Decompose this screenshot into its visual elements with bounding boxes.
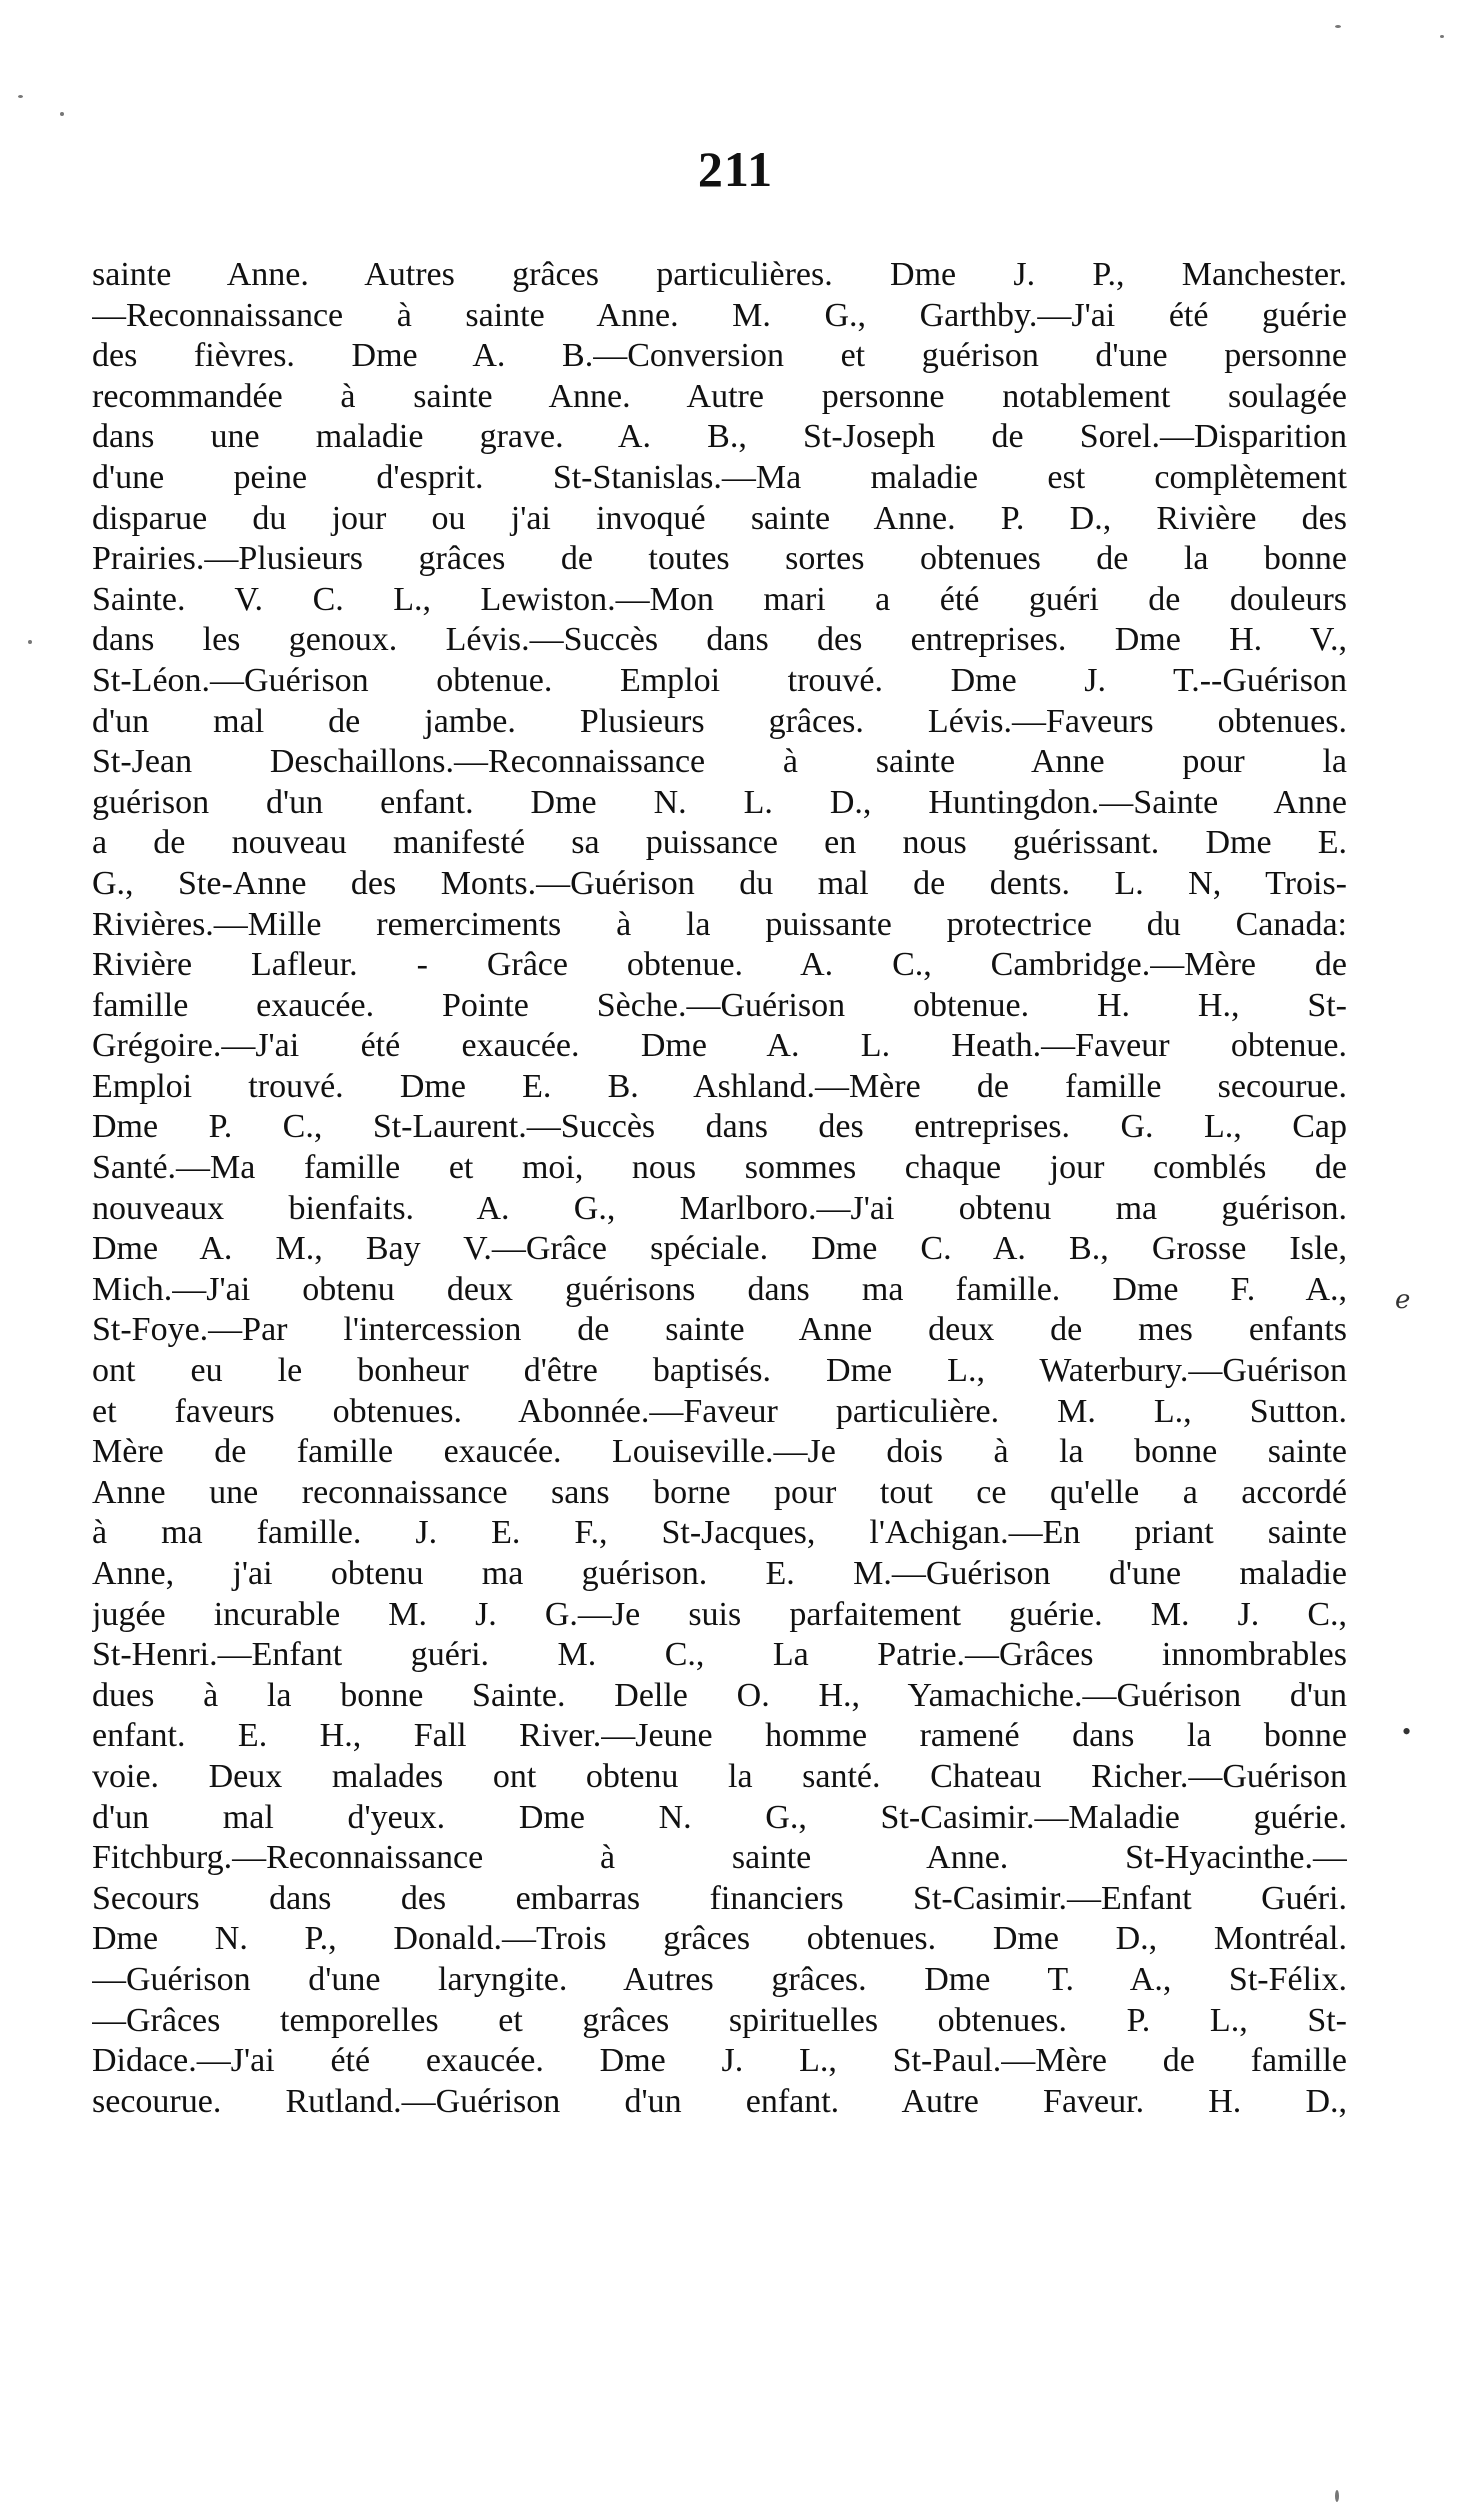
paper-speck (60, 112, 64, 116)
text-line: dans une maladie grave. A. B., St-Joseph de Sorel.—Disparition (92, 418, 1347, 456)
margin-mark: ℯ (1395, 1285, 1411, 1314)
paper-speck (28, 640, 32, 644)
text-line: secourue. Rutland.—Guérison d'un enfant. Autre Faveur. H. D., (92, 2082, 1347, 2120)
text-line: —Guérison d'une laryngite. Autres grâces. Dme T. A., St-Félix. (92, 1960, 1347, 1998)
text-line: jugée incurable M. J. G.—Je suis parfaitement guérie. M. J. C., (92, 1595, 1347, 1633)
text-line: dans les genoux. Lévis.—Succès dans des entreprises. Dme H. V., (92, 621, 1347, 659)
text-line: voie. Deux malades ont obtenu la santé. Chateau Richer.—Guérison (92, 1757, 1347, 1795)
text-line: ont eu le bonheur d'être baptisés. Dme L., Waterbury.—Guérison (92, 1352, 1347, 1390)
text-line: disparue du jour ou j'ai invoqué sainte Anne. P. D., Rivière des (92, 499, 1347, 537)
text-line: dues à la bonne Sainte. Delle O. H., Yamachiche.—Guérison d'un (92, 1676, 1347, 1714)
body-text (92, 255, 1347, 2122)
paper-speck (1440, 35, 1444, 38)
text-line: des fièvres. Dme A. B.—Conversion et guérison d'une personne (92, 337, 1347, 375)
text-line: St-Léon.—Guérison obtenue. Emploi trouvé. Dme J. T.--Guérison (92, 661, 1347, 699)
text-line: Sainte. V. C. L., Lewiston.—Mon mari a été guéri de douleurs (92, 580, 1347, 618)
text-line: Dme P. C., St-Laurent.—Succès dans des entreprises. G. L., Cap (92, 1108, 1347, 1146)
text-line: nouveaux bienfaits. A. G., Marlboro.—J'ai obtenu ma guérison. (92, 1189, 1347, 1227)
text-line: Dme A. M., Bay V.—Grâce spéciale. Dme C. A. B., Grosse Isle, (92, 1230, 1347, 1268)
margin-dot: • (1402, 1717, 1412, 1746)
text-line: Prairies.—Plusieurs grâces de toutes sortes obtenues de la bonne (92, 540, 1347, 578)
text-line: sainte Anne. Autres grâces particulières. Dme J. P., Manchester. (92, 256, 1347, 293)
text-line: recommandée à sainte Anne. Autre personne notablement soulagée (92, 377, 1347, 415)
text-line: St-Jean Deschaillons.—Reconnaissance à sainte Anne pour la (92, 743, 1347, 781)
text-line: Didace.—J'ai été exaucée. Dme J. L., St-Paul.—Mère de famille (92, 2042, 1347, 2080)
page-number: 211 (697, 141, 774, 197)
paper-speck (1335, 2490, 1339, 2502)
text-line: Mère de famille exaucée. Louiseville.—Je dois à la bonne sainte (92, 1433, 1347, 1471)
text-line: guérison d'un enfant. Dme N. L. D., Huntingdon.—Sainte Anne (92, 783, 1347, 821)
text-line: —Reconnaissance à sainte Anne. M. G., Garthby.—J'ai été guérie (92, 296, 1347, 334)
text-line: et faveurs obtenues. Abonnée.—Faveur particulière. M. L., Sutton. (92, 1392, 1347, 1430)
paper-speck (18, 95, 23, 98)
text-line: famille exaucée. Pointe Sèche.—Guérison obtenue. H. H., St- (92, 986, 1347, 1024)
text-line: a de nouveau manifesté sa puissance en nous guérissant. Dme E. (92, 824, 1347, 862)
text-line: Secours dans des embarras financiers St-Casimir.—Enfant Guéri. (92, 1879, 1347, 1917)
text-line: G., Ste-Anne des Monts.—Guérison du mal de dents. L. N, Trois- (92, 864, 1347, 902)
text-line: à ma famille. J. E. F., St-Jacques, l'Achigan.—En priant sainte (92, 1514, 1347, 1552)
text-line: Emploi trouvé. Dme E. B. Ashland.—Mère de famille secourue. (92, 1067, 1347, 1105)
text-line: Santé.—Ma famille et moi, nous sommes chaque jour comblés de (92, 1149, 1347, 1187)
text-line: St-Henri.—Enfant guéri. M. C., La Patrie.—Grâces innombrables (92, 1636, 1347, 1674)
text-line: Dme N. P., Donald.—Trois grâces obtenues. Dme D., Montréal. (92, 1920, 1347, 1958)
text-line: Grégoire.—J'ai été exaucée. Dme A. L. Heath.—Faveur obtenue. (92, 1027, 1347, 1065)
text-line: Rivière Lafleur. - Grâce obtenue. A. C., Cambridge.—Mère de (92, 946, 1347, 984)
text-line: —Grâces temporelles et grâces spirituelles obtenues. P. L., St- (92, 2001, 1347, 2039)
text-line: St-Foye.—Par l'intercession de sainte Anne deux de mes enfants (92, 1311, 1347, 1349)
paper-speck (1335, 25, 1341, 28)
text-line: Anne une reconnaissance sans borne pour tout ce qu'elle a accordé (92, 1473, 1347, 1511)
text-line: Anne, j'ai obtenu ma guérison. E. M.—Guérison d'une maladie (92, 1555, 1347, 1592)
text-line: enfant. E. H., Fall River.—Jeune homme ramené dans la bonne (92, 1717, 1347, 1755)
text-line: d'un mal d'yeux. Dme N. G., St-Casimir.—Maladie guérie. (92, 1798, 1347, 1836)
text-line: Mich.—J'ai obtenu deux guérisons dans ma famille. Dme F. A., (92, 1270, 1347, 1308)
text-line: Fitchburg.—Reconnaissance à sainte Anne. St-Hyacinthe.— (92, 1839, 1347, 1877)
text-line: d'un mal de jambe. Plusieurs grâces. Lévis.—Faveurs obtenues. (92, 702, 1347, 740)
text-line: d'une peine d'esprit. St-Stanislas.—Ma maladie est complètement (92, 458, 1347, 496)
text-line: Rivières.—Mille remerciments à la puissante protectrice du Canada: (92, 905, 1347, 943)
